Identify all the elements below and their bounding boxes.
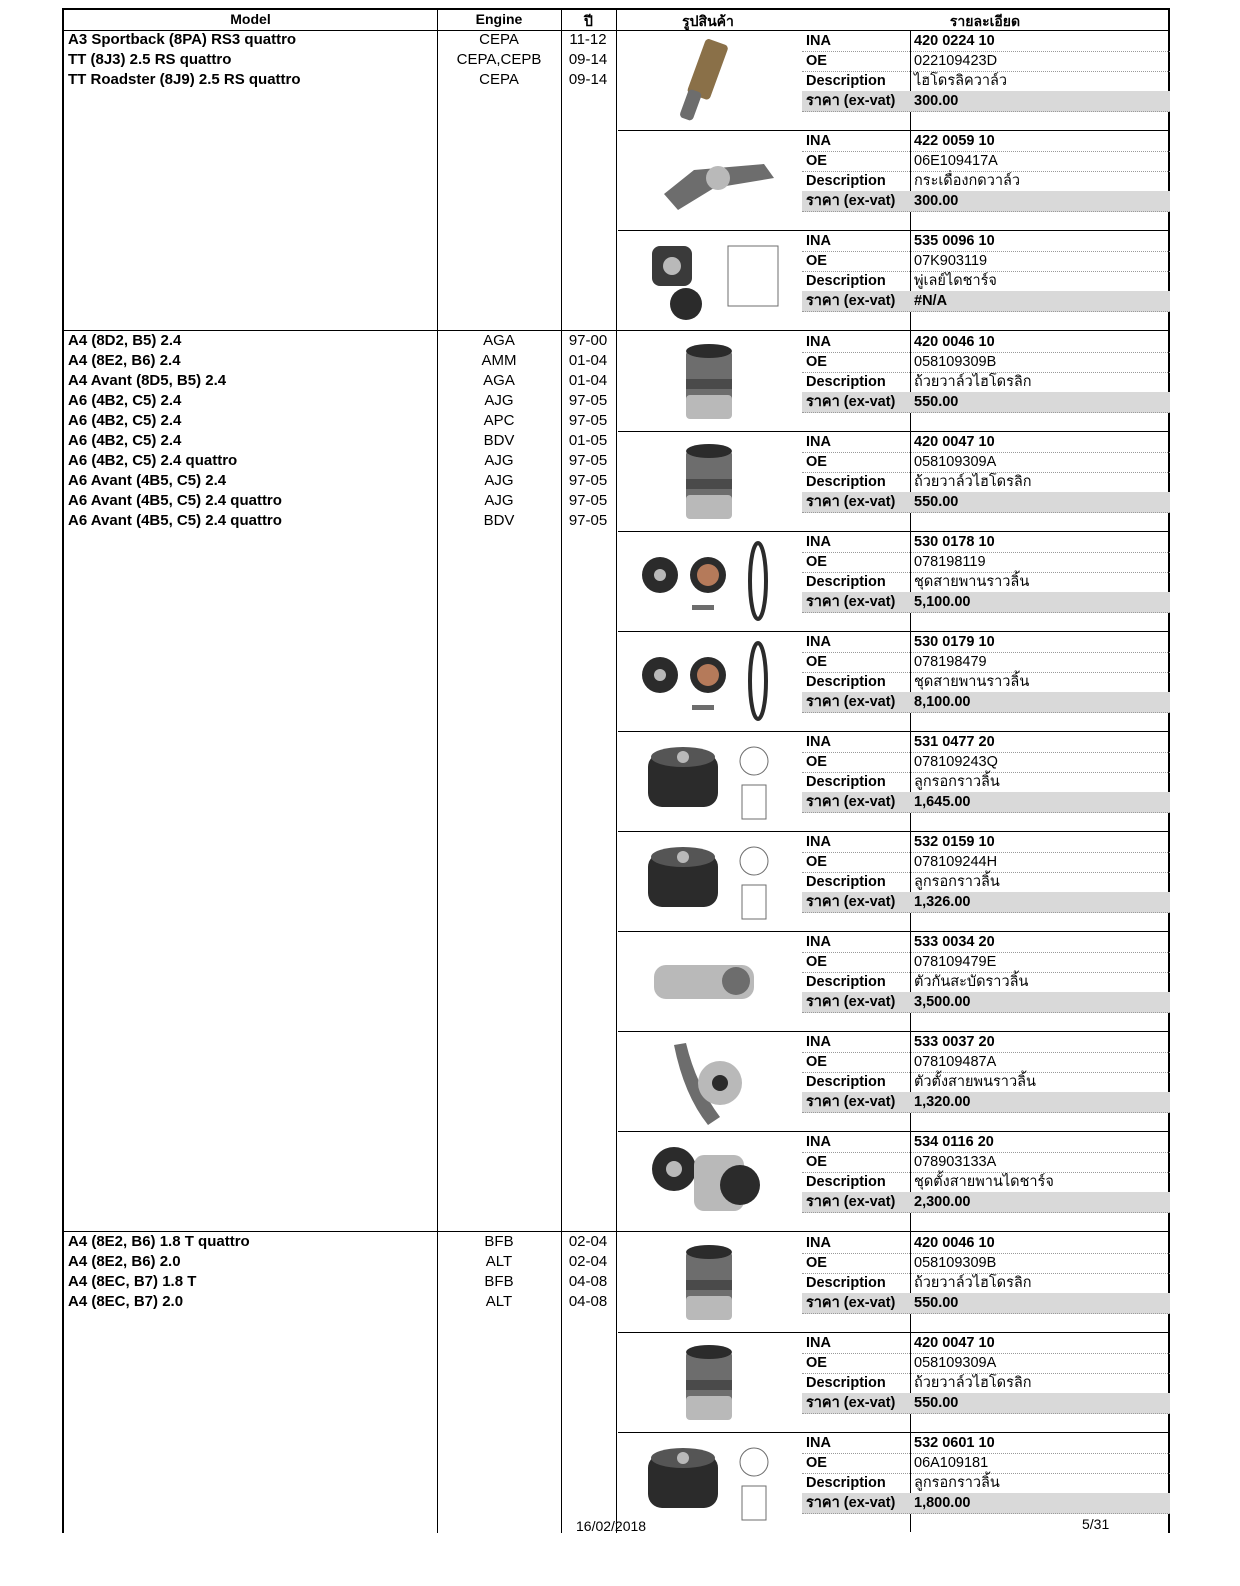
detail-row-description — [802, 672, 1170, 693]
detail-label-oe: OE — [806, 654, 827, 670]
detail-label-oe: OE — [806, 1154, 827, 1170]
detail-label-price: ราคา (ex-vat) — [806, 293, 896, 309]
detail-label-oe: OE — [806, 53, 827, 69]
part-entry — [618, 931, 1170, 1032]
engine-code: AJG — [484, 492, 514, 509]
detail-row-oe — [802, 552, 1170, 573]
detail-label-description: Description — [806, 774, 886, 790]
detail-row-oe — [802, 51, 1170, 72]
alternator-tensioner-icon — [624, 1135, 794, 1227]
detail-row-oe — [802, 852, 1170, 873]
detail-row-ina — [802, 1032, 1170, 1053]
detail-row-price — [802, 91, 1170, 112]
detail-label-ina: INA — [806, 834, 831, 850]
header-year: ปี — [584, 13, 593, 29]
model-row — [64, 411, 616, 431]
model-years: 09-14 — [568, 51, 608, 68]
detail-label-price: ราคา (ex-vat) — [806, 994, 896, 1010]
detail-row-ina — [802, 532, 1170, 553]
vehicle-group — [64, 330, 1168, 1232]
detail-value-description: ตัวตั้งสายพนราวลิ้น — [914, 1074, 1036, 1090]
detail-label-ina: INA — [806, 534, 831, 550]
detail-row-ina — [802, 231, 1170, 252]
detail-label-ina: INA — [806, 33, 831, 49]
detail-label-description: Description — [806, 1475, 886, 1491]
detail-value-ina: 533 0034 20 — [914, 934, 995, 950]
detail-row-description — [802, 271, 1170, 292]
detail-value-description: ไฮโดรลิควาล์ว — [914, 73, 1008, 89]
model-years: 97-05 — [568, 412, 608, 429]
detail-label-price: ราคา (ex-vat) — [806, 794, 896, 810]
detail-label-oe: OE — [806, 754, 827, 770]
model-years: 04-08 — [568, 1273, 608, 1290]
model-name: A4 (8E2, B6) 2.0 — [68, 1253, 181, 1270]
detail-row-description — [802, 1072, 1170, 1093]
part-entry — [618, 431, 1170, 532]
vehicle-group — [64, 1231, 1168, 1536]
detail-row-ina — [802, 31, 1170, 52]
alternator-pulley-icon — [624, 234, 794, 326]
detail-value-price: 550.00 — [914, 494, 959, 510]
model-row — [64, 331, 616, 351]
detail-value-description: ถ้วยวาล์วไฮโดรลิก — [914, 1275, 1032, 1291]
model-row — [64, 70, 616, 90]
detail-label-ina: INA — [806, 434, 831, 450]
detail-row-oe — [802, 151, 1170, 172]
detail-value-price: 1,326.00 — [914, 894, 971, 910]
model-years: 97-05 — [568, 452, 608, 469]
detail-value-oe: 06E109417A — [914, 153, 998, 169]
engine-code: AMM — [481, 352, 517, 369]
model-name: A4 (8EC, B7) 1.8 T — [68, 1273, 197, 1290]
model-name: A6 Avant (4B5, C5) 2.4 — [68, 472, 227, 489]
detail-row-description — [802, 1273, 1170, 1294]
detail-value-price: 550.00 — [914, 1395, 959, 1411]
detail-value-description: ตัวกันสะบัดราวลิ้น — [914, 974, 1029, 990]
detail-value-oe: 07K903119 — [914, 253, 988, 269]
detail-row-price — [802, 1493, 1170, 1514]
model-row — [64, 50, 616, 70]
model-years: 02-04 — [568, 1233, 608, 1250]
model-name: A4 (8D2, B5) 2.4 — [68, 332, 182, 349]
detail-label-oe: OE — [806, 454, 827, 470]
model-years: 02-04 — [568, 1253, 608, 1270]
detail-label-price: ราคา (ex-vat) — [806, 1094, 896, 1110]
detail-row-ina — [802, 632, 1170, 653]
detail-label-oe: OE — [806, 1455, 827, 1471]
detail-row-price — [802, 492, 1170, 513]
vehicle-group — [64, 30, 1168, 330]
detail-label-description: Description — [806, 1174, 886, 1190]
detail-row-oe — [802, 1052, 1170, 1073]
model-row — [64, 391, 616, 411]
engine-code: BFB — [484, 1233, 514, 1250]
detail-label-ina: INA — [806, 233, 831, 249]
model-name: A4 Avant (8D5, B5) 2.4 — [68, 372, 227, 389]
model-name: A6 (4B2, C5) 2.4 — [68, 392, 182, 409]
detail-value-oe: 058109309B — [914, 1255, 997, 1271]
detail-value-price: 2,300.00 — [914, 1194, 971, 1210]
detail-label-description: Description — [806, 874, 886, 890]
detail-row-description — [802, 372, 1170, 393]
model-row — [64, 351, 616, 371]
engine-code: AJG — [484, 472, 514, 489]
detail-row-price — [802, 1293, 1170, 1314]
model-name: A4 (8E2, B6) 2.4 — [68, 352, 181, 369]
engine-code: CEPA,CEPB — [456, 51, 542, 68]
belt-tensioner-icon — [624, 1035, 794, 1127]
detail-row-price — [802, 992, 1170, 1013]
detail-row-ina — [802, 332, 1170, 353]
table-header — [64, 10, 1168, 31]
detail-value-description: ชุดตั้งสายพานไดชาร์จ — [914, 1174, 1054, 1190]
detail-label-price: ราคา (ex-vat) — [806, 1495, 896, 1511]
detail-row-ina — [802, 932, 1170, 953]
model-name: A4 (8EC, B7) 2.0 — [68, 1293, 184, 1310]
detail-label-price: ราคา (ex-vat) — [806, 1295, 896, 1311]
detail-value-price: 1,800.00 — [914, 1495, 971, 1511]
detail-value-price: 550.00 — [914, 394, 959, 410]
idler-pulley-icon — [624, 1436, 794, 1528]
detail-label-description: Description — [806, 173, 886, 189]
detail-value-ina: 531 0477 20 — [914, 734, 995, 750]
detail-label-description: Description — [806, 574, 886, 590]
detail-label-oe: OE — [806, 1054, 827, 1070]
detail-label-description: Description — [806, 674, 886, 690]
detail-label-ina: INA — [806, 734, 831, 750]
header-engine: Engine — [475, 11, 523, 27]
model-row — [64, 431, 616, 451]
catalog-sheet — [62, 8, 1170, 1533]
detail-label-price: ราคา (ex-vat) — [806, 193, 896, 209]
detail-value-description: ชุดสายพานราวลิ้น — [914, 674, 1030, 690]
detail-value-description: ถ้วยวาล์วไฮโดรลิก — [914, 1375, 1032, 1391]
model-row — [64, 30, 616, 50]
model-row — [64, 1292, 616, 1312]
idler-pulley-icon — [624, 735, 794, 827]
detail-label-oe: OE — [806, 153, 827, 169]
detail-value-description: ถ้วยวาล์วไฮโดรลิก — [914, 474, 1032, 490]
detail-label-ina: INA — [806, 634, 831, 650]
detail-row-ina — [802, 1333, 1170, 1354]
model-row — [64, 1232, 616, 1252]
detail-value-ina: 533 0037 20 — [914, 1034, 995, 1050]
engine-code: AGA — [483, 332, 515, 349]
detail-row-price — [802, 792, 1170, 813]
detail-value-price: 550.00 — [914, 1295, 959, 1311]
detail-label-ina: INA — [806, 934, 831, 950]
detail-row-description — [802, 572, 1170, 593]
detail-label-description: Description — [806, 273, 886, 289]
model-years: 01-04 — [568, 352, 608, 369]
detail-row-ina — [802, 732, 1170, 753]
detail-value-description: ชุดสายพานราวลิ้น — [914, 574, 1030, 590]
detail-row-ina — [802, 432, 1170, 453]
footer-page: 5/31 — [1082, 1516, 1110, 1532]
detail-row-price — [802, 291, 1170, 312]
valve-cup-icon — [624, 335, 794, 427]
detail-value-oe: 078109479E — [914, 954, 997, 970]
detail-label-description: Description — [806, 1275, 886, 1291]
model-name: A4 (8E2, B6) 1.8 T quattro — [68, 1233, 250, 1250]
part-entry — [618, 1131, 1170, 1232]
detail-row-description — [802, 972, 1170, 993]
detail-value-oe: 078198119 — [914, 554, 986, 570]
detail-value-ina: 534 0116 20 — [914, 1134, 994, 1150]
model-row — [64, 471, 616, 491]
detail-label-price: ราคา (ex-vat) — [806, 894, 896, 910]
detail-row-description — [802, 872, 1170, 893]
detail-label-description: Description — [806, 374, 886, 390]
detail-value-oe: 078198479 — [914, 654, 987, 670]
detail-row-price — [802, 1192, 1170, 1213]
rocker-arm-icon — [624, 134, 794, 226]
detail-label-oe: OE — [806, 954, 827, 970]
model-row — [64, 1272, 616, 1292]
engine-code: AGA — [483, 372, 515, 389]
model-name: A3 Sportback (8PA) RS3 quattro — [68, 31, 297, 48]
detail-label-price: ราคา (ex-vat) — [806, 1194, 896, 1210]
engine-code: ALT — [485, 1293, 513, 1310]
detail-row-oe — [802, 952, 1170, 973]
detail-row-price — [802, 1092, 1170, 1113]
detail-value-ina: 420 0046 10 — [914, 1235, 995, 1251]
part-entry — [618, 631, 1170, 732]
detail-label-oe: OE — [806, 1255, 827, 1271]
valve-cup-icon — [624, 1236, 794, 1328]
model-name: A6 Avant (4B5, C5) 2.4 quattro — [68, 512, 282, 529]
detail-row-oe — [802, 251, 1170, 272]
detail-value-price: 300.00 — [914, 93, 959, 109]
model-years: 04-08 — [568, 1293, 608, 1310]
detail-label-price: ราคา (ex-vat) — [806, 1395, 896, 1411]
model-years: 97-05 — [568, 472, 608, 489]
detail-value-price: 8,100.00 — [914, 694, 971, 710]
part-entry — [618, 1031, 1170, 1132]
detail-value-ina: 532 0159 10 — [914, 834, 995, 850]
part-entry — [618, 30, 1170, 131]
detail-value-price: 1,320.00 — [914, 1094, 971, 1110]
detail-label-description: Description — [806, 974, 886, 990]
detail-label-ina: INA — [806, 1435, 831, 1451]
detail-label-ina: INA — [806, 1134, 831, 1150]
timing-belt-kit-icon — [624, 535, 794, 627]
detail-row-description — [802, 1473, 1170, 1494]
engine-code: BFB — [484, 1273, 514, 1290]
model-row — [64, 371, 616, 391]
part-entry — [618, 1232, 1170, 1333]
detail-label-price: ราคา (ex-vat) — [806, 394, 896, 410]
model-years: 97-05 — [568, 392, 608, 409]
model-years: 01-04 — [568, 372, 608, 389]
detail-value-price: 1,645.00 — [914, 794, 971, 810]
model-name: A6 (4B2, C5) 2.4 — [68, 412, 182, 429]
detail-value-oe: 058109309A — [914, 1355, 997, 1371]
model-years: 09-14 — [568, 71, 608, 88]
part-entry — [618, 130, 1170, 231]
engine-code: ALT — [485, 1253, 513, 1270]
detail-label-oe: OE — [806, 554, 827, 570]
header-model: Model — [230, 11, 271, 27]
idler-pulley-icon — [624, 835, 794, 927]
detail-value-oe: 078903133A — [914, 1154, 997, 1170]
model-years: 01-05 — [568, 432, 608, 449]
detail-value-oe: 058109309A — [914, 454, 997, 470]
detail-label-price: ราคา (ex-vat) — [806, 494, 896, 510]
detail-value-ina: 420 0224 10 — [914, 33, 995, 49]
detail-label-ina: INA — [806, 1335, 831, 1351]
detail-label-oe: OE — [806, 354, 827, 370]
model-years: 97-00 — [568, 332, 608, 349]
model-name: A6 (4B2, C5) 2.4 quattro — [68, 452, 238, 469]
model-row — [64, 451, 616, 471]
detail-row-price — [802, 592, 1170, 613]
detail-label-oe: OE — [806, 1355, 827, 1371]
detail-value-description: พู่เลย์ไดชาร์จ — [914, 273, 997, 289]
part-entry — [618, 230, 1170, 331]
detail-row-description — [802, 1172, 1170, 1193]
detail-label-description: Description — [806, 474, 886, 490]
detail-value-oe: 078109487A — [914, 1054, 997, 1070]
footer-date: 16/02/2018 — [576, 1518, 647, 1534]
detail-value-oe: 06A109181 — [914, 1455, 989, 1471]
valve-cup-icon — [624, 435, 794, 527]
detail-label-ina: INA — [806, 1034, 831, 1050]
detail-value-ina: 420 0046 10 — [914, 334, 995, 350]
model-years: 97-05 — [568, 512, 608, 529]
detail-row-oe — [802, 1453, 1170, 1474]
detail-row-ina — [802, 1132, 1170, 1153]
detail-label-description: Description — [806, 1074, 886, 1090]
detail-row-oe — [802, 1152, 1170, 1173]
model-name: A6 Avant (4B5, C5) 2.4 quattro — [68, 492, 282, 509]
detail-value-ina: 530 0179 10 — [914, 634, 995, 650]
part-entry — [618, 731, 1170, 832]
detail-row-description — [802, 772, 1170, 793]
model-name: A6 (4B2, C5) 2.4 — [68, 432, 182, 449]
part-entry — [618, 531, 1170, 632]
detail-value-oe: 078109244H — [914, 854, 998, 870]
detail-label-description: Description — [806, 73, 886, 89]
engine-code: BDV — [483, 512, 515, 529]
part-entry — [618, 331, 1170, 432]
detail-label-oe: OE — [806, 253, 827, 269]
detail-row-oe — [802, 352, 1170, 373]
engine-code: AJG — [484, 392, 514, 409]
model-name: TT Roadster (8J9) 2.5 RS quattro — [68, 71, 301, 88]
model-years: 11-12 — [569, 31, 607, 48]
detail-value-description: ลูกรอกราวลิ้น — [914, 874, 1000, 890]
model-years: 97-05 — [568, 492, 608, 509]
detail-value-price: 5,100.00 — [914, 594, 971, 610]
model-row — [64, 491, 616, 511]
detail-row-description — [802, 1373, 1170, 1394]
part-entry — [618, 831, 1170, 932]
model-row — [64, 511, 616, 531]
detail-value-description: ถ้วยวาล์วไฮโดรลิก — [914, 374, 1032, 390]
timing-belt-kit-icon — [624, 635, 794, 727]
detail-row-ina — [802, 1233, 1170, 1254]
detail-row-oe — [802, 1353, 1170, 1374]
vibration-damper-icon — [624, 935, 794, 1027]
model-name: TT (8J3) 2.5 RS quattro — [68, 51, 232, 68]
detail-label-ina: INA — [806, 1235, 831, 1251]
detail-row-oe — [802, 752, 1170, 773]
detail-row-price — [802, 892, 1170, 913]
valve-cup-icon — [624, 1336, 794, 1428]
detail-label-price: ราคา (ex-vat) — [806, 694, 896, 710]
detail-row-oe — [802, 1253, 1170, 1274]
detail-value-ina: 420 0047 10 — [914, 1335, 995, 1351]
engine-code: CEPA — [479, 71, 519, 88]
part-entry — [618, 1332, 1170, 1433]
detail-label-price: ราคา (ex-vat) — [806, 93, 896, 109]
detail-label-description: Description — [806, 1375, 886, 1391]
engine-code: AJG — [484, 452, 514, 469]
detail-row-price — [802, 392, 1170, 413]
detail-row-price — [802, 1393, 1170, 1414]
detail-value-price: #N/A — [914, 293, 948, 309]
hydraulic-valve-lifter-icon — [624, 34, 794, 126]
detail-value-ina: 422 0059 10 — [914, 133, 995, 149]
detail-value-ina: 532 0601 10 — [914, 1435, 995, 1451]
detail-row-description — [802, 171, 1170, 192]
header-image: รูปสินค้า — [682, 13, 734, 29]
engine-code: APC — [483, 412, 515, 429]
detail-label-ina: INA — [806, 133, 831, 149]
detail-row-price — [802, 692, 1170, 713]
detail-label-ina: INA — [806, 334, 831, 350]
detail-row-price — [802, 191, 1170, 212]
detail-value-ina: 535 0096 10 — [914, 233, 995, 249]
detail-row-oe — [802, 452, 1170, 473]
detail-row-oe — [802, 652, 1170, 673]
detail-value-price: 300.00 — [914, 193, 959, 209]
detail-value-oe: 022109423D — [914, 53, 998, 69]
detail-value-oe: 058109309B — [914, 354, 997, 370]
detail-label-oe: OE — [806, 854, 827, 870]
engine-code: CEPA — [479, 31, 519, 48]
detail-row-ina — [802, 1433, 1170, 1454]
detail-value-ina: 530 0178 10 — [914, 534, 995, 550]
detail-value-description: ลูกรอกราวลิ้น — [914, 1475, 1000, 1491]
engine-code: BDV — [483, 432, 515, 449]
detail-value-price: 3,500.00 — [914, 994, 971, 1010]
detail-row-ina — [802, 131, 1170, 152]
detail-label-price: ราคา (ex-vat) — [806, 594, 896, 610]
detail-row-description — [802, 71, 1170, 92]
model-row — [64, 1252, 616, 1272]
header-detail: รายละเอียด — [949, 13, 1021, 29]
detail-value-oe: 078109243Q — [914, 754, 998, 770]
detail-row-ina — [802, 832, 1170, 853]
detail-value-description: กระเดื่องกดวาล์ว — [914, 173, 1021, 189]
detail-row-description — [802, 472, 1170, 493]
detail-value-ina: 420 0047 10 — [914, 434, 995, 450]
detail-value-description: ลูกรอกราวลิ้น — [914, 774, 1000, 790]
